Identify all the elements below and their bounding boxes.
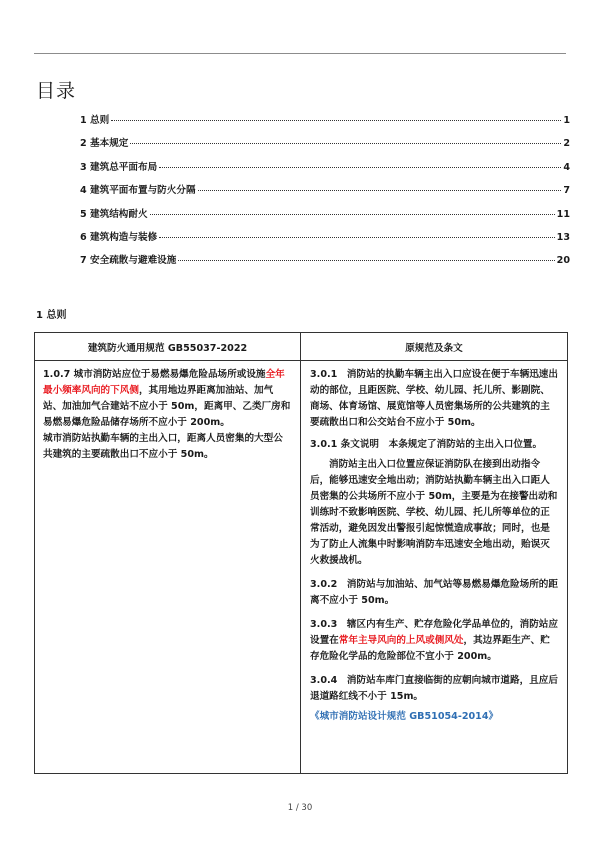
toc-entry[interactable] [80,252,570,275]
highlight-text: 全年最小频率风向的下风侧 [43,369,285,396]
table-of-contents [80,112,570,276]
toc-entry[interactable] [80,206,570,229]
column-header-new-code: 建筑防火通用规范 GB55037-2022 [35,333,301,361]
clause-text: 3.0.3 辖区内有生产、贮存危险化学品单位的，消防站应设置在 [310,619,558,646]
toc-entry-label: 1 总则 [80,115,110,126]
header-rule [34,53,566,54]
clause-1-0-7 [43,367,292,431]
toc-leader-dots [178,260,554,261]
clause-text: ，其用地边界距离加油站、加气站、加油加气合建站不应小于 50m，距离甲、乙类厂房和易燃易爆危险品储存场所不应小于 200m。 [43,385,291,428]
toc-leader-dots [130,143,561,144]
toc-leader-dots [159,167,561,168]
toc-leader-dots [198,190,562,191]
clause-3-0-4: 3.0.4 消防站车库门直接临街的应朝向城市道路，且应后退道路红线不小于 15m。 [310,675,558,702]
toc-entry-page: 2 [563,138,570,150]
toc-entry-page: 7 [563,185,570,197]
toc-entry[interactable] [80,182,570,205]
toc-entry-label: 2 基本规定 [80,138,129,150]
table-header-row [35,333,568,361]
toc-entry[interactable] [80,229,570,252]
clause-3-0-1: 3.0.1 消防站的执勤车辆主出入口应设在便于车辆迅速出动的部位，且距医院、学校、幼儿园、托儿所、影剧院、商场、体育场馆、展览馆等人员密集场所的公共建筑的主要疏散出口和公交站台不应小于 50m。 [310,369,558,428]
toc-leader-dots [111,120,561,121]
page-number: 1 / 30 [287,803,313,813]
clause-3-0-2: 3.0.2 消防站与加油站、加气站等易燃易爆危险场所的距离不应小于 50m。 [310,579,558,606]
toc-entry-label: 6 建筑构造与装修 [80,231,158,243]
section-heading: 1 总则 [36,310,67,321]
column-header-old-code: 原规范及条文 [301,333,568,361]
toc-leader-dots [159,237,554,238]
clause-3-0-3 [310,617,559,665]
clause-3-0-1-explanation: 消防站主出入口位置应保证消防队在接到出动指令后，能够迅速安全地出动；消防站执勤车辆主出入口距人员密集的公共场所不应小于 50m，主要是为在接警出动和训练时不致影响医院、学校、幼儿园、托儿所等单位的正常活动，避免因发出警报引起惊慌造成事故；同时，也是为了防止人流集中时影响消防车迅速安全地出动，贻误灭火救援战机。 [310,459,558,566]
clause-text: ，其边界距生产、贮存危险化学品的危险部位不宜小于 200m。 [310,635,550,662]
new-code-cell [35,361,301,774]
comparison-table [34,332,568,774]
toc-entry[interactable] [80,135,570,158]
old-code-cell [301,361,568,774]
clause-text: 1.0.7 城市消防站应位于易燃易爆危险品场所或设施 [43,369,266,380]
toc-entry-page: 1 [563,115,570,126]
toc-leader-dots [150,214,555,215]
toc-entry-label: 7 安全疏散与避难设施 [80,255,177,267]
toc-entry-page: 11 [556,208,570,220]
clause-1-0-7-entrance: 城市消防站执勤车辆的主出入口，距离人员密集的大型公共建筑的主要疏散出口不应小于 50m。 [43,433,283,460]
toc-entry-page: 4 [563,161,570,173]
source-citation: 《城市消防站设计规范 GB51054-2014》 [310,711,499,722]
clause-3-0-1-note: 3.0.1 条文说明 本条规定了消防站的主出入口位置。 [310,439,543,450]
toc-entry-label: 5 建筑结构耐火 [80,208,148,220]
toc-entry-page: 20 [556,255,570,267]
toc-entry-label: 4 建筑平面布置与防火分隔 [80,185,196,197]
toc-entry-label: 3 建筑总平面布局 [80,161,158,173]
table-row [35,361,568,774]
toc-entry[interactable] [80,112,570,135]
toc-entry-page: 13 [556,231,570,243]
toc-entry[interactable] [80,159,570,182]
toc-title: 目录 [36,80,77,102]
highlight-text: 常年主导风向的上风或侧风处 [338,635,464,646]
